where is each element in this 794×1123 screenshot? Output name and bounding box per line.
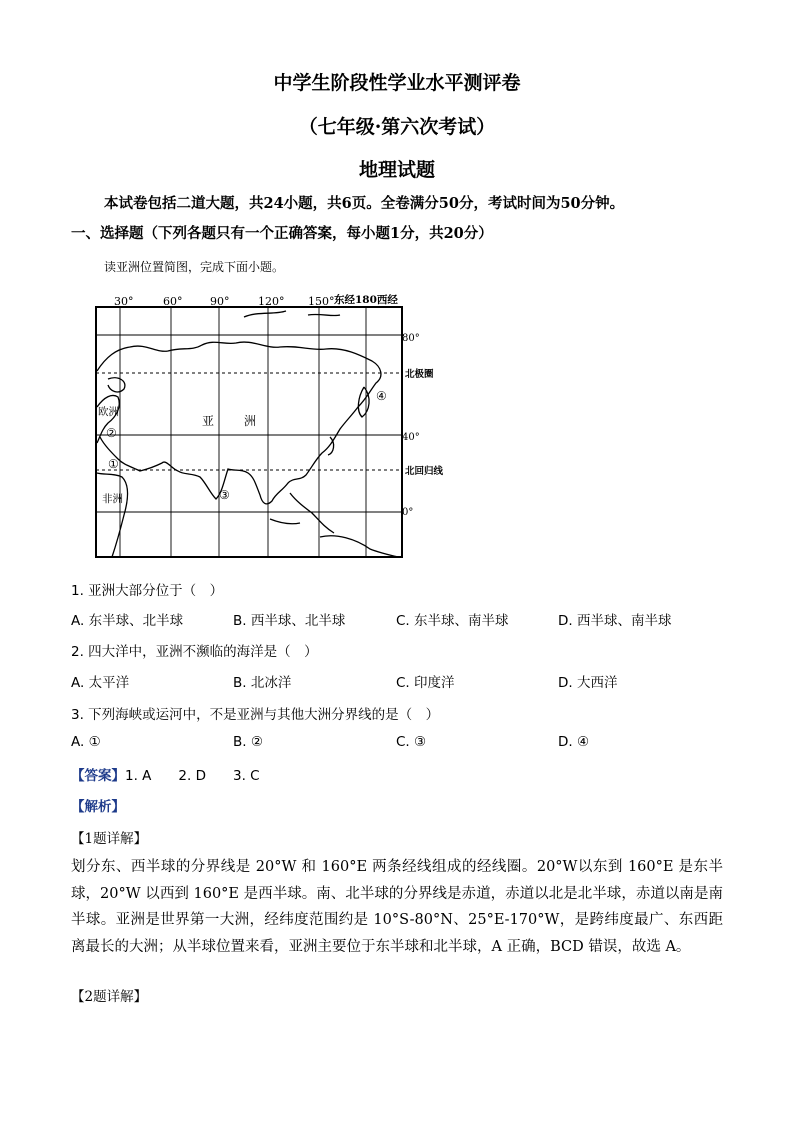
- coastlines: [97, 311, 398, 557]
- question-3-option-c: C. ③: [396, 734, 427, 750]
- answer-text: 1. A 2. D 3. C: [125, 768, 260, 784]
- lon-label-90: 90°: [210, 295, 230, 308]
- tropic-label: 北回归线: [405, 466, 444, 477]
- exam-subtitle: （七年级·第六次考试）: [298, 116, 496, 138]
- exam-title: 中学生阶段性学业水平测评卷: [273, 72, 521, 94]
- lat-label-0: 0°: [402, 507, 414, 518]
- lat-label-40: 40°: [402, 432, 420, 443]
- europe-label: 欧洲: [98, 406, 119, 418]
- question-2-option-d: D. 大西洋: [558, 675, 618, 691]
- question-1-stem: 1. 亚洲大部分位于（ ）: [71, 583, 224, 599]
- detail-2-label: 【2题详解】: [71, 989, 148, 1005]
- question-3-option-d: D. ④: [558, 734, 590, 750]
- detail-1-label: 【1题详解】: [71, 831, 148, 847]
- meridian-grid: [120, 307, 366, 557]
- question-3-option-a: A. ①: [71, 734, 101, 750]
- marker-1: ①: [108, 457, 119, 471]
- lon-label-30: 30°: [114, 295, 134, 308]
- africa-label: 非洲: [102, 493, 123, 505]
- asia-label-1: 亚: [202, 414, 215, 428]
- marker-2: ②: [106, 426, 117, 440]
- question-1-option-c: C. 东半球、南半球: [396, 613, 509, 629]
- analysis-label: 【解析】: [71, 799, 125, 815]
- question-3-option-b: B. ②: [233, 734, 263, 750]
- asia-label-2: 洲: [244, 414, 257, 428]
- map-instruction: 读亚洲位置简图，完成下面小题。: [104, 260, 285, 274]
- asia-location-map: [94, 287, 444, 559]
- question-1-option-a: A. 东半球、北半球: [71, 613, 184, 629]
- subject-title: 地理试题: [358, 159, 435, 181]
- question-2-option-b: B. 北冰洋: [233, 675, 292, 691]
- question-1-option-b: B. 西半球、北半球: [233, 613, 346, 629]
- map-frame: [96, 307, 402, 557]
- exam-intro: 本试卷包括二道大题，共24小题，共6页。全卷满分50分，考试时间为50分钟。: [104, 195, 625, 212]
- lon-label-60: 60°: [163, 295, 183, 308]
- marker-3: ③: [219, 488, 230, 502]
- detail-1-text: 划分东、西半球的分界线是 20°W 和 160°E 两条经线组成的经线圈。20°W以东到 160°E 是东半球，20°W 以西到 160°E 是西半球。南、北半球的分界线是赤道，赤道以北是北半球，赤道以南是南半球。亚洲是世界第一大洲，经纬度范围约是 10°S-80°N、25°E-170°W，是跨纬度最广、东西距离最长的大洲；从半球位置来看，亚洲主要位于东半球和北半球，A 正确，BCD 错误，故选 A。: [71, 859, 723, 955]
- lon-label-150: 150°: [308, 295, 335, 308]
- lon-label-180: 东经180西经: [334, 294, 398, 306]
- question-2-stem: 2. 四大洋中，亚洲不濒临的海洋是（ ）: [71, 644, 318, 660]
- question-2-option-c: C. 印度洋: [396, 675, 455, 691]
- question-2-option-a: A. 太平洋: [71, 675, 130, 691]
- answer-label: 【答案】: [71, 768, 125, 784]
- question-3-stem: 3. 下列海峡或运河中，不是亚洲与其他大洲分界线的是（ ）: [71, 707, 440, 723]
- answer-line: [71, 764, 260, 784]
- lon-label-120: 120°: [258, 295, 285, 308]
- question-1-option-d: D. 西半球、南半球: [558, 613, 672, 629]
- arctic-circle-label: 北极圈: [405, 369, 434, 380]
- lat-label-80: 80°: [402, 333, 420, 344]
- marker-4: ④: [376, 389, 387, 403]
- section-heading: 一、选择题（下列各题只有一个正确答案，每小题1分，共20分）: [71, 225, 493, 242]
